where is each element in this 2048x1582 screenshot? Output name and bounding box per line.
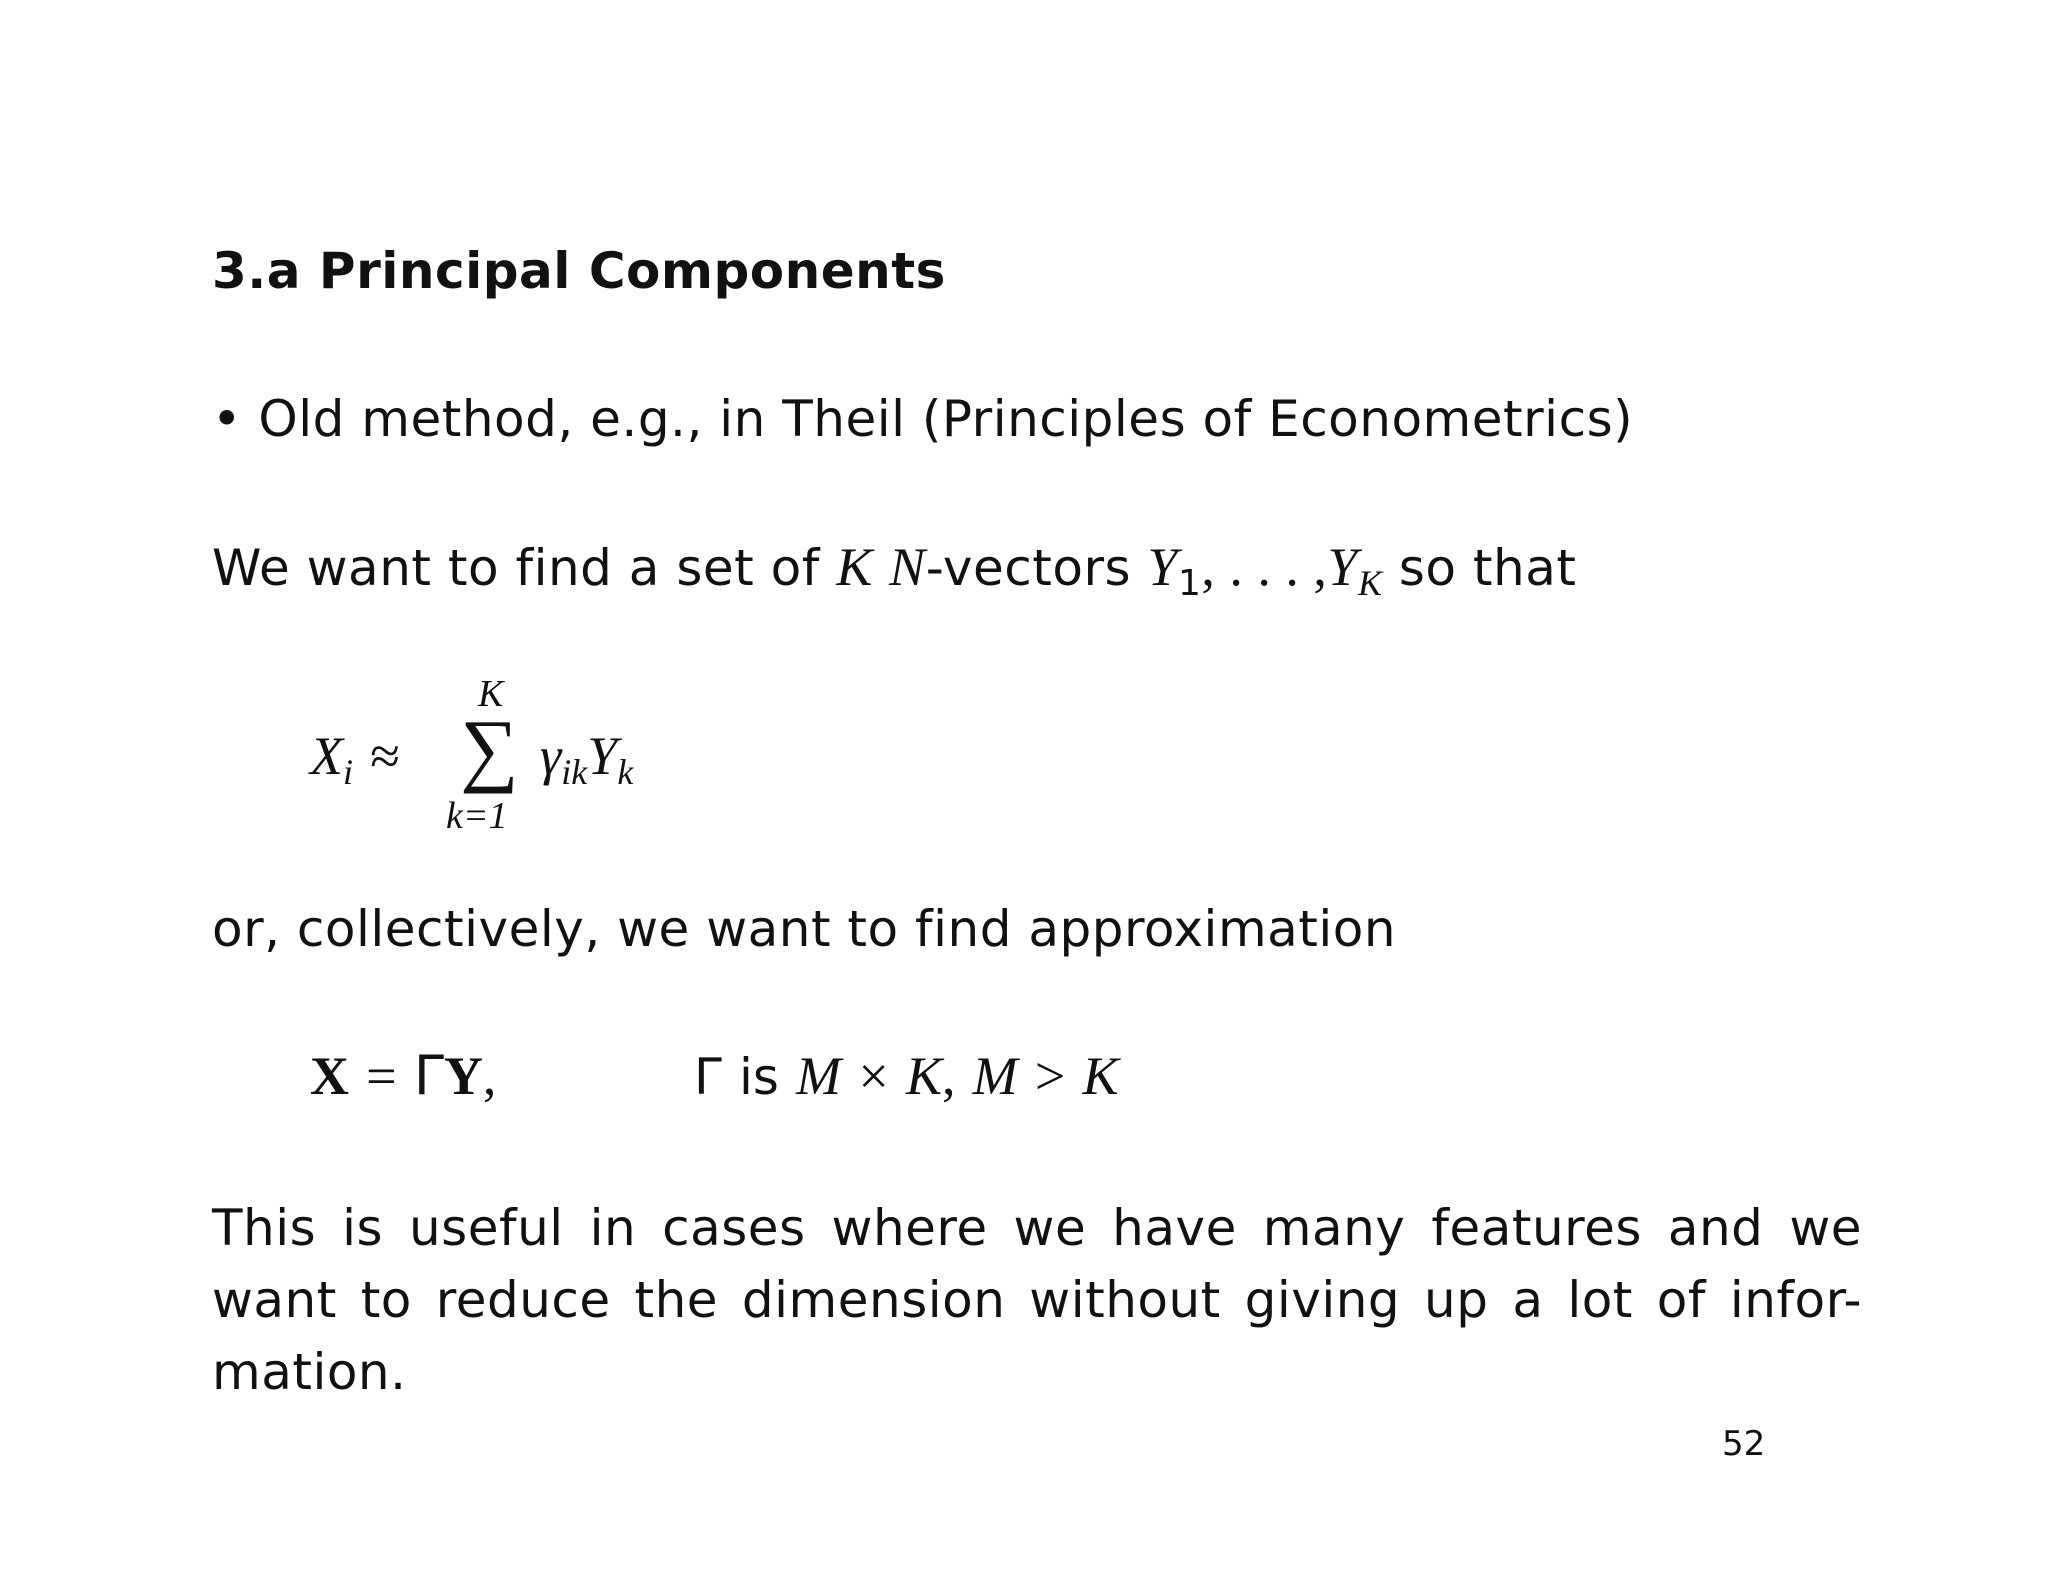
equation-lhs: $X_i$ ≈ — [310, 726, 400, 792]
collective-sentence: or, collectively, we want to find approximation — [212, 900, 1397, 958]
matrix-equation-lhs: X = ΓY, — [310, 1044, 497, 1107]
paragraph-line: mation. — [212, 1343, 407, 1401]
sigma-icon: ∑ — [460, 703, 519, 794]
summation-equation — [310, 672, 810, 852]
objective-suffix: so that — [1398, 539, 1577, 597]
paragraph-line: This is useful in cases where we have many features and we — [212, 1199, 1862, 1257]
objective-prefix: We want to find a set of — [212, 539, 820, 597]
vectors-word: -vectors — [925, 539, 1132, 597]
sum-upper-limit: K — [478, 673, 504, 715]
paragraph-line: want to reduce the dimension without giving up a lot of infor- — [212, 1271, 1862, 1329]
bullet-icon: • — [212, 390, 242, 448]
math-Y1: $Y_1$ — [1147, 537, 1202, 604]
bullet-text: Old method, e.g., in Theil (Principles of Econometrics) — [258, 390, 1634, 448]
math-K: K — [836, 537, 873, 597]
explanation-paragraph — [212, 1192, 1862, 1408]
matrix-dimension-note: Γ is M × K, M > K — [694, 1046, 1119, 1106]
objective-sentence — [212, 536, 1577, 604]
math-N: N — [889, 537, 926, 597]
math-YK: $Y_K$ — [1327, 537, 1383, 603]
equation-rhs: $\gamma_{ik}Y_k$ — [540, 726, 634, 792]
bullet-item — [212, 390, 1633, 448]
sum-lower-limit: k=1 — [446, 795, 508, 837]
slide-title: 3.a Principal Components — [212, 242, 946, 300]
page-number: 52 — [1722, 1424, 1766, 1464]
math-ellipsis: , . . . , — [1201, 537, 1328, 597]
